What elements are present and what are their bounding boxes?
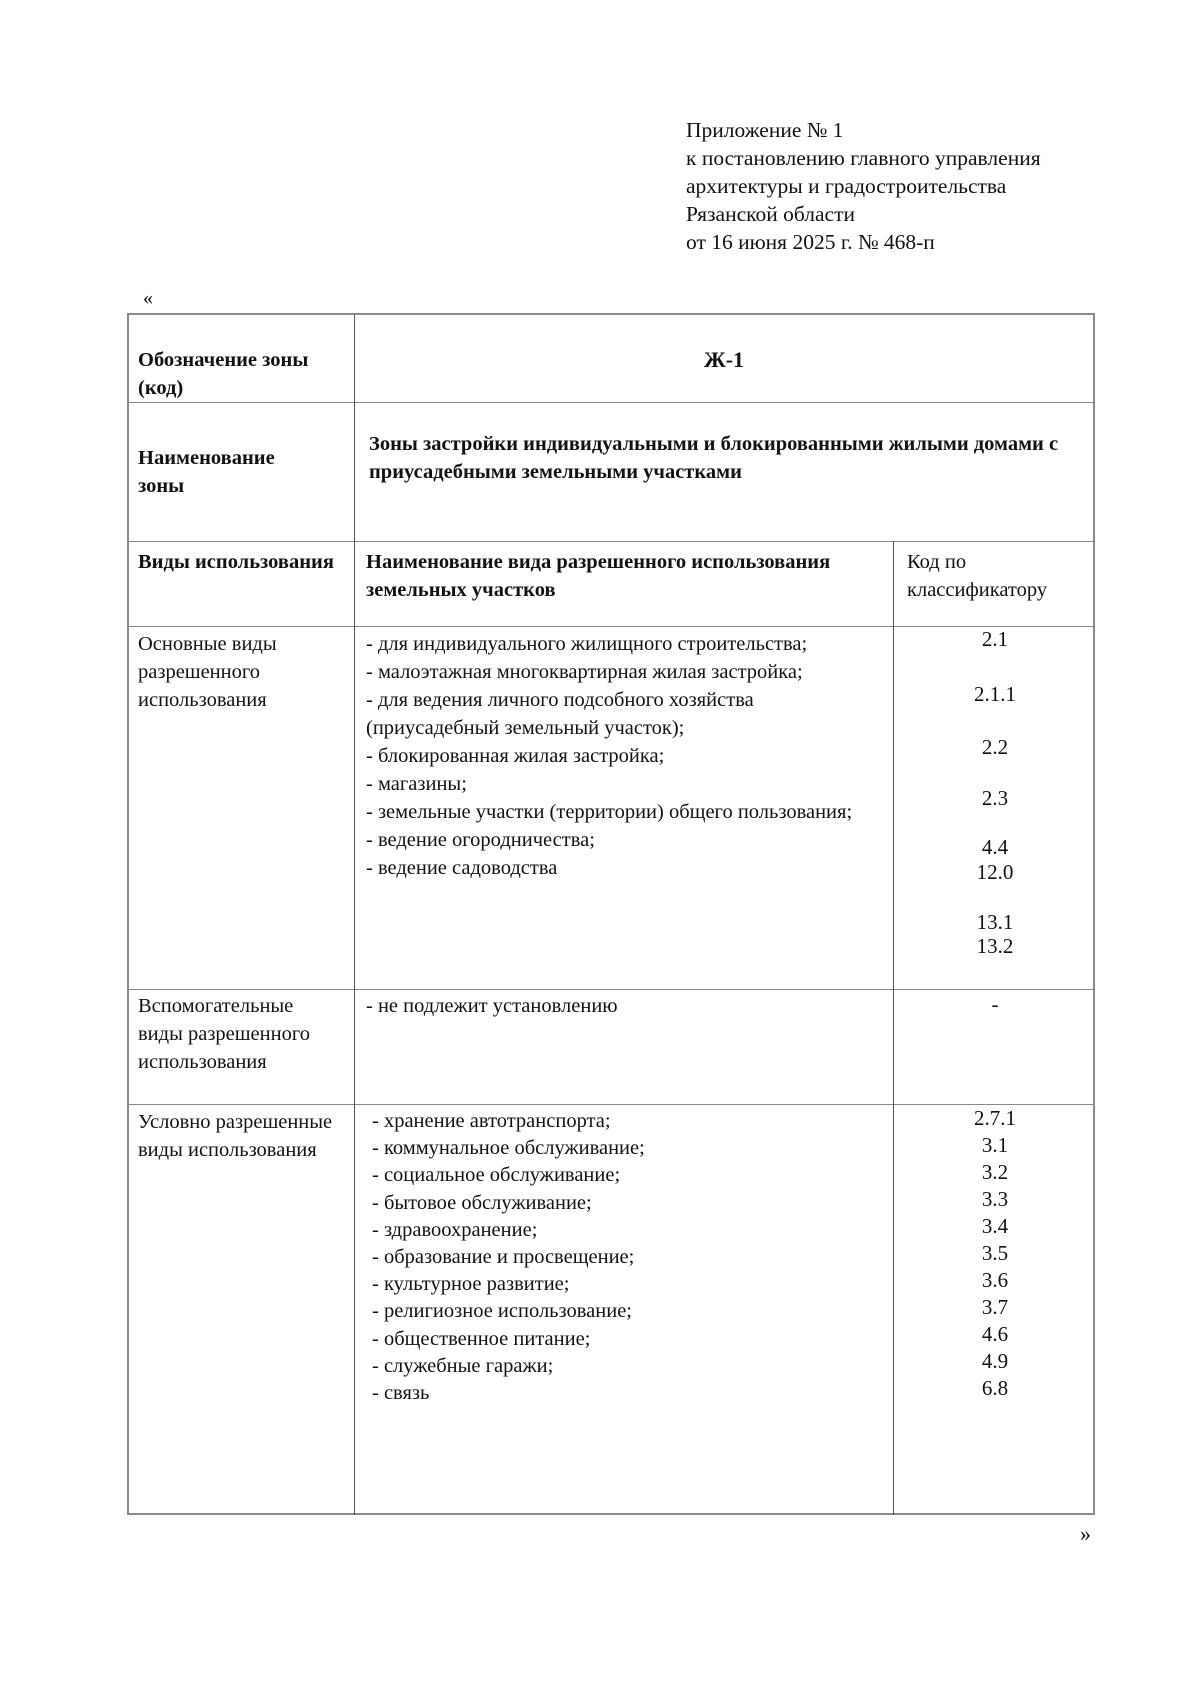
list-item: - для ведения личного подсобного хозяйства (приусадебный земельный участок); [366,689,754,739]
zone-code-value: Ж-1 [703,347,745,372]
classifier-code: 3.3 [981,1187,1009,1211]
header-line: Рязанской области [686,202,855,226]
header-line: Приложение № 1 [686,118,844,142]
list-item: - связь [372,1382,430,1405]
classifier-code: 3.5 [981,1241,1009,1265]
conditional-uses-label: Условно разрешенные виды использования [138,1111,333,1161]
list-item: - общественное питание; [372,1327,591,1350]
header-line: от 16 июня 2025 г. № 468-п [686,230,935,254]
zone-code-label: Обозначение зоны (код) [138,349,309,399]
column-header-usage: Виды использования [138,551,334,573]
classifier-code: 12.0 [976,860,1014,884]
opening-quote: « [143,287,153,309]
classifier-code: 3.4 [981,1214,1009,1238]
list-item: - социальное обслуживание; [372,1164,621,1187]
list-item: - для индивидуального жилищного строительства; [366,633,808,655]
classifier-code: 3.6 [981,1268,1009,1292]
classifier-code: 6.8 [981,1376,1009,1400]
classifier-code: 4.6 [981,1322,1009,1346]
classifier-code: 3.7 [981,1295,1009,1319]
list-item: - ведение огородничества; [366,829,595,851]
list-item: - здравоохранение; [372,1218,538,1241]
column-header-code: Код по классификатору [907,551,1048,601]
classifier-code: 13.1 [976,910,1014,934]
aux-uses-label: Вспомогательные виды разрешенного использования [138,995,310,1073]
row-divider [129,989,1093,990]
row-divider [129,541,1093,542]
main-uses-label: Основные виды разрешенного использования [138,633,277,711]
classifier-code: 3.1 [981,1133,1009,1157]
list-item: - малоэтажная многоквартирная жилая застройка; [366,661,803,683]
list-item: - бытовое обслуживание; [372,1191,592,1214]
list-item: - не подлежит установлению [366,995,618,1017]
list-item: - служебные гаражи; [372,1354,554,1377]
main-uses-list [366,630,866,882]
classifier-code: 2.3 [981,786,1009,810]
list-item: - магазины; [366,773,467,795]
column-divider [354,315,355,1515]
list-item: - блокированная жилая застройка; [366,745,665,767]
classifier-code: 2.7.1 [974,1106,1016,1130]
classifier-code: - [991,992,999,1016]
list-item: - земельные участки (территории) общего пользования; [366,801,853,823]
header-line: архитектуры и градостроительства [686,174,1007,198]
classifier-code: 4.4 [981,835,1009,859]
classifier-code: 13.2 [976,934,1014,958]
classifier-code: 2.2 [981,735,1009,759]
closing-quote: » [1080,1521,1091,1546]
header-line: к постановлению главного управления [686,146,1041,170]
zone-name-label: Наименование зоны [138,447,275,497]
list-item: - религиозное использование; [372,1300,632,1323]
aux-uses-list [366,992,866,1020]
classifier-code: 2.1.1 [974,682,1016,706]
list-item: - коммунальное обслуживание; [372,1137,645,1160]
zone-name-value: Зоны застройки индивидуальными и блокированными жилыми домами с приусадебными земельными участками [369,433,1059,483]
list-item: - ведение садоводства [366,857,558,879]
list-item: - культурное развитие; [372,1273,570,1296]
conditional-uses-list [372,1108,872,1407]
list-item: - образование и просвещение; [372,1246,635,1269]
column-header-name: Наименование вида разрешенного использования земельных участков [366,551,831,601]
row-divider [129,402,1093,403]
classifier-code: 2.1 [981,627,1009,651]
appendix-header [686,116,1146,256]
list-item: - хранение автотранспорта; [372,1110,611,1132]
classifier-code: 4.9 [981,1349,1009,1373]
classifier-code: 3.2 [981,1160,1009,1184]
column-divider [893,541,894,1515]
